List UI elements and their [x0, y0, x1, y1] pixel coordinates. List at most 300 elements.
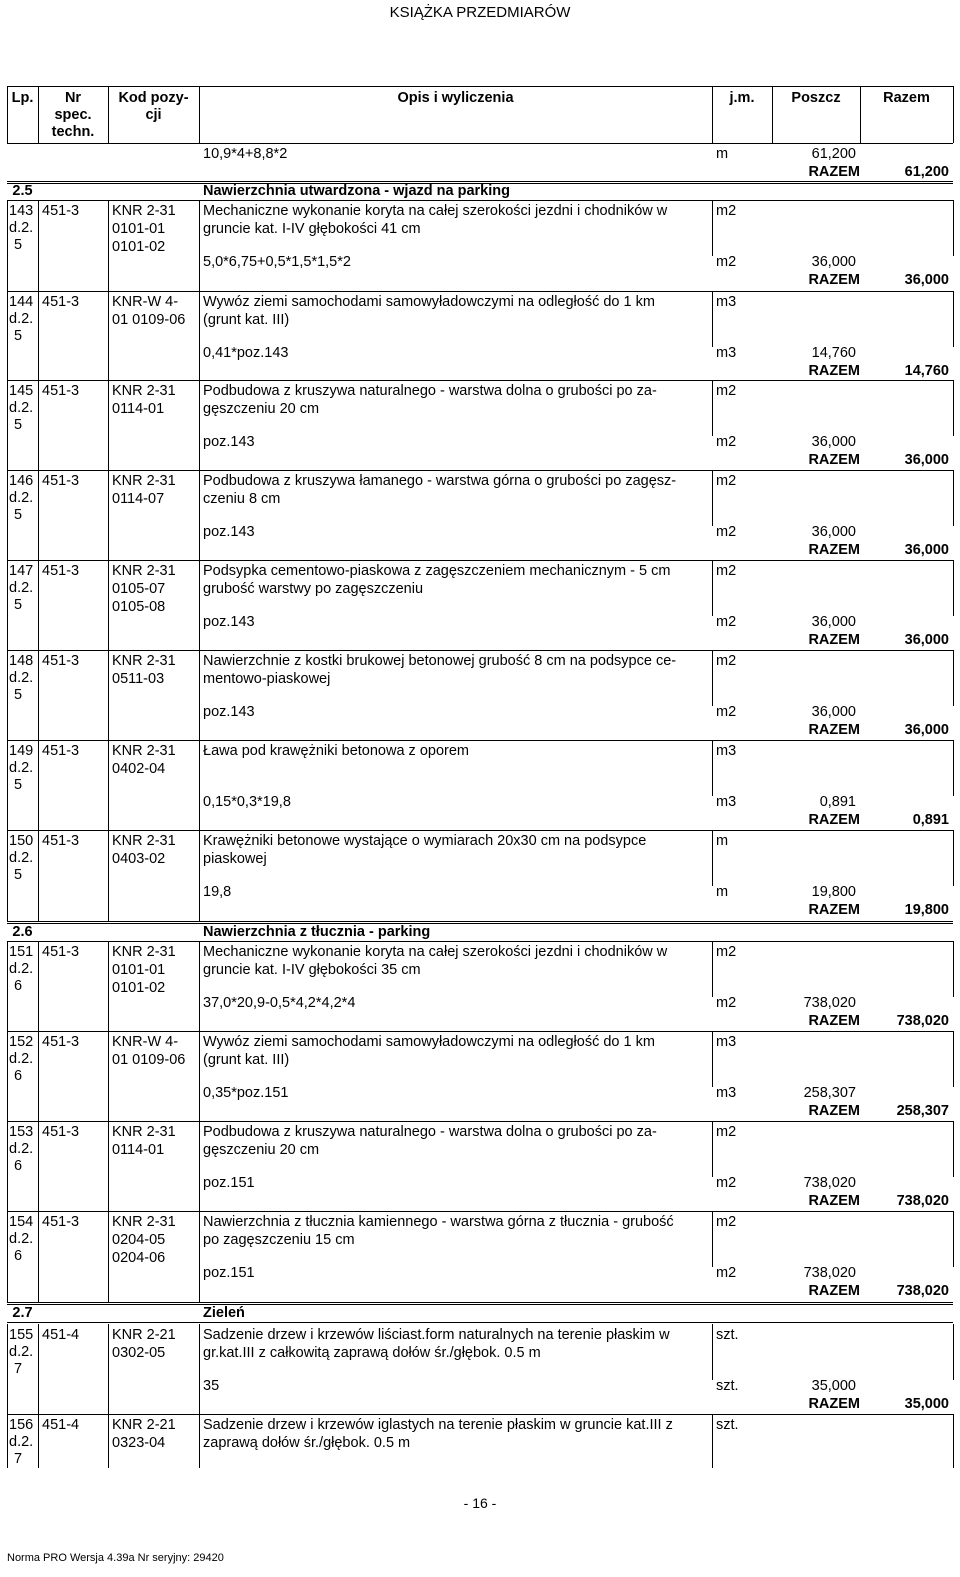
item-description-line: Mechaniczne wykonanie koryta na całej szerokości jezdni i chodników w	[203, 203, 668, 219]
item-description-line: (grunt kat. III)	[203, 312, 290, 328]
item-formula-unit: m3	[716, 345, 737, 361]
item-formula: 0,15*0,3*19,8	[203, 794, 291, 810]
column-divider	[7, 1031, 8, 1121]
item-kod-line: 0402-04	[112, 761, 166, 777]
item-poszcz: 738,020	[803, 1175, 856, 1191]
item-spec: 451-3	[42, 203, 80, 219]
item-razem: 35,000	[904, 1396, 949, 1412]
column-divider	[953, 650, 954, 706]
item-lp-ref: d.2.	[9, 220, 34, 236]
item-kod-line: 0105-08	[112, 599, 166, 615]
item-spec: 451-3	[42, 473, 80, 489]
item-spec: 451-3	[42, 1214, 80, 1230]
column-divider	[712, 830, 713, 886]
column-divider	[7, 941, 8, 1031]
item-bottom-border	[7, 650, 953, 651]
item-kod-line: KNR 2-31	[112, 1124, 176, 1140]
section-title: Nawierzchnia z tłucznia - parking	[203, 924, 431, 940]
column-divider	[712, 650, 713, 706]
column-divider	[108, 1211, 109, 1302]
column-divider	[38, 650, 39, 740]
item-description-line: Nawierzchnie z kostki brukowej betonowej grubość 8 cm na podsypce ce-	[203, 653, 677, 669]
top-calc-razem-label: RAZEM	[808, 164, 860, 180]
item-formula: 19,8	[203, 884, 232, 900]
column-divider	[108, 830, 109, 921]
item-razem: 36,000	[904, 722, 949, 738]
column-divider	[712, 1414, 713, 1468]
item-bottom-border	[7, 560, 953, 561]
item-unit: m3	[716, 294, 737, 310]
item-lp-ref-number: 7	[14, 1451, 23, 1467]
item-razem-label: RAZEM	[808, 902, 860, 918]
column-divider	[953, 200, 954, 256]
item-lp-ref-number: 5	[14, 507, 23, 523]
item-unit: m2	[716, 944, 737, 960]
section-title: Zieleń	[203, 1305, 245, 1321]
column-divider	[712, 941, 713, 997]
item-bottom-border	[7, 1121, 953, 1122]
column-divider	[712, 1211, 713, 1267]
column-divider	[38, 1031, 39, 1121]
column-divider	[712, 470, 713, 526]
item-bottom-border	[7, 740, 953, 741]
item-lp-ref: d.2.	[9, 311, 34, 327]
top-calc-poszcz: 61,200	[811, 146, 856, 162]
item-lp: 149	[9, 743, 34, 759]
item-razem-label: RAZEM	[808, 1013, 860, 1029]
column-divider	[712, 291, 713, 347]
item-formula-unit: m	[716, 884, 729, 900]
item-razem-label: RAZEM	[808, 1103, 860, 1119]
item-razem: 738,020	[896, 1013, 949, 1029]
column-divider	[38, 291, 39, 380]
item-formula: 35	[203, 1378, 220, 1394]
column-divider	[7, 650, 8, 740]
item-bottom-border	[7, 1211, 953, 1212]
item-description-line: Sadzenie drzew i krzewów iglastych na terenie płaskim w gruncie kat.III z	[203, 1417, 673, 1433]
item-lp: 154	[9, 1214, 34, 1230]
item-formula: 0,41*poz.143	[203, 345, 289, 361]
item-formula: poz.151	[203, 1175, 255, 1191]
column-divider	[108, 1121, 109, 1211]
item-description-line: grubość warstwy po zagęszczeniu	[203, 581, 424, 597]
item-spec: 451-4	[42, 1417, 80, 1433]
column-divider	[38, 1121, 39, 1211]
item-kod-line: 0101-01	[112, 962, 166, 978]
column-header-opis: Opis i wyliczenia	[397, 90, 514, 106]
column-divider	[108, 1031, 109, 1121]
item-lp-ref-number: 5	[14, 328, 23, 344]
item-lp-ref-number: 5	[14, 687, 23, 703]
item-kod-line: 0114-01	[112, 401, 165, 417]
column-divider	[953, 470, 954, 526]
item-lp-ref: d.2.	[9, 1344, 34, 1360]
item-razem: 36,000	[904, 452, 949, 468]
item-razem-label: RAZEM	[808, 363, 860, 379]
item-formula-unit: m2	[716, 1265, 737, 1281]
item-kod-line: 0323-04	[112, 1435, 166, 1451]
column-divider	[199, 1031, 200, 1121]
item-lp-ref: d.2.	[9, 1051, 34, 1067]
item-description-line: Nawierzchnia z tłucznia kamiennego - warstwa górna z tłucznia - grubość	[203, 1214, 674, 1230]
column-header-nr-spec: Nr spec. techn.	[51, 90, 95, 140]
item-description-line: zaprawą dołów śr./głębok. 0.5 m	[203, 1435, 411, 1451]
item-description-line: gęszczeniu 20 cm	[203, 401, 320, 417]
item-lp: 156	[9, 1417, 34, 1433]
item-poszcz: 36,000	[811, 254, 856, 270]
item-unit: m2	[716, 203, 737, 219]
column-divider	[7, 1121, 8, 1211]
column-divider	[953, 560, 954, 616]
item-description-line: Ława pod krawężniki betonowa z oporem	[203, 743, 469, 759]
item-lp-ref: d.2.	[9, 850, 34, 866]
item-razem: 36,000	[904, 272, 949, 288]
item-razem: 738,020	[896, 1193, 949, 1209]
item-razem-label: RAZEM	[808, 452, 860, 468]
item-kod-line: KNR 2-31	[112, 473, 176, 489]
item-kod-line: KNR 2-31	[112, 203, 176, 219]
item-description-line: Sadzenie drzew i krzewów liściast.form naturalnych na terenie płaskim w	[203, 1327, 670, 1343]
item-razem: 19,800	[904, 902, 949, 918]
item-unit: m2	[716, 1214, 737, 1230]
item-kod-line: KNR 2-31	[112, 383, 176, 399]
item-razem-label: RAZEM	[808, 272, 860, 288]
column-divider	[38, 1324, 39, 1414]
item-description-line: piaskowej	[203, 851, 267, 867]
item-kod-line: KNR 2-21	[112, 1417, 176, 1433]
column-divider	[953, 740, 954, 796]
item-lp-ref-number: 6	[14, 978, 23, 994]
section-number: 2.5	[12, 183, 33, 199]
item-unit: m2	[716, 1124, 737, 1140]
column-divider	[38, 1414, 39, 1468]
item-lp: 148	[9, 653, 34, 669]
item-kod-line: KNR-W 4-	[112, 294, 179, 310]
item-lp: 153	[9, 1124, 34, 1140]
item-poszcz: 36,000	[811, 614, 856, 630]
section-title: Nawierzchnia utwardzona - wjazd na parking	[203, 183, 510, 199]
item-unit: szt.	[716, 1417, 739, 1433]
item-razem-label: RAZEM	[808, 722, 860, 738]
column-divider	[38, 941, 39, 1031]
item-description-line: Wywóz ziemi samochodami samowyładowczymi na odległość do 1 km	[203, 294, 655, 310]
column-divider	[199, 470, 200, 560]
item-poszcz: 738,020	[803, 1265, 856, 1281]
item-formula: poz.143	[203, 614, 255, 630]
item-description-line: czeniu 8 cm	[203, 491, 281, 507]
item-kod-line: KNR 2-31	[112, 1214, 176, 1230]
item-unit: m2	[716, 473, 737, 489]
item-formula: poz.143	[203, 524, 255, 540]
item-formula-unit: m2	[716, 614, 737, 630]
item-poszcz: 36,000	[811, 434, 856, 450]
item-razem-label: RAZEM	[808, 1396, 860, 1412]
column-divider	[7, 1414, 8, 1468]
item-lp-ref-number: 5	[14, 597, 23, 613]
column-divider	[199, 830, 200, 921]
item-formula: poz.143	[203, 704, 255, 720]
item-kod-line: KNR-W 4-	[112, 1034, 179, 1050]
column-divider	[953, 291, 954, 347]
item-bottom-border	[7, 470, 953, 471]
item-razem-label: RAZEM	[808, 632, 860, 648]
item-kod-line: 01 0109-06	[112, 1052, 186, 1068]
column-divider	[199, 380, 200, 470]
column-divider	[7, 1211, 8, 1302]
item-lp-ref: d.2.	[9, 1231, 34, 1247]
item-spec: 451-3	[42, 1124, 80, 1140]
column-divider	[199, 1324, 200, 1414]
column-divider	[712, 560, 713, 616]
column-divider	[7, 380, 8, 470]
item-lp: 144	[9, 294, 34, 310]
item-kod-line: 0302-05	[112, 1345, 166, 1361]
column-divider	[108, 291, 109, 380]
item-description-line: Wywóz ziemi samochodami samowyładowczymi na odległość do 1 km	[203, 1034, 655, 1050]
item-formula: 5,0*6,75+0,5*1,5*1,5*2	[203, 254, 351, 270]
item-description-line: Podbudowa z kruszywa naturalnego - warstwa dolna o grubości po za-	[203, 1124, 657, 1140]
item-description-line: gr.kat.III z całkowitą zaprawą dołów śr./głębok. 0.5 m	[203, 1345, 541, 1361]
item-description-line: gruncie kat. I-IV głębokości 41 cm	[203, 221, 421, 237]
item-lp: 150	[9, 833, 34, 849]
item-lp-ref: d.2.	[9, 961, 34, 977]
item-kod-line: 0403-02	[112, 851, 166, 867]
table-top-border	[7, 86, 953, 87]
item-razem-label: RAZEM	[808, 1283, 860, 1299]
column-divider	[7, 1324, 8, 1414]
item-formula-unit: m3	[716, 1085, 737, 1101]
item-spec: 451-3	[42, 383, 80, 399]
item-kod-line: 0114-07	[112, 491, 165, 507]
column-divider	[38, 470, 39, 560]
column-divider	[7, 470, 8, 560]
item-description-line: gęszczeniu 20 cm	[203, 1142, 320, 1158]
item-lp: 145	[9, 383, 34, 399]
item-description-line: gruncie kat. I-IV głębokości 35 cm	[203, 962, 421, 978]
section-divider	[7, 921, 953, 924]
item-formula-unit: m2	[716, 434, 737, 450]
item-formula: 0,35*poz.151	[203, 1085, 289, 1101]
item-lp: 152	[9, 1034, 34, 1050]
column-divider	[108, 470, 109, 560]
item-lp-ref-number: 7	[14, 1361, 23, 1377]
item-poszcz: 35,000	[811, 1378, 856, 1394]
item-kod-line: KNR 2-31	[112, 653, 176, 669]
item-razem-label: RAZEM	[808, 1193, 860, 1209]
column-divider	[108, 650, 109, 740]
item-razem: 36,000	[904, 632, 949, 648]
section-bottom-border	[7, 941, 953, 942]
item-formula: poz.143	[203, 434, 255, 450]
item-lp: 155	[9, 1327, 34, 1343]
item-bottom-border	[7, 291, 953, 292]
item-kod-line: 0105-07	[112, 581, 166, 597]
item-unit: m2	[716, 653, 737, 669]
item-description-line: po zagęszczeniu 15 cm	[203, 1232, 355, 1248]
item-bottom-border	[7, 380, 953, 381]
item-formula-unit: m2	[716, 254, 737, 270]
item-razem-label: RAZEM	[808, 542, 860, 558]
item-razem: 258,307	[896, 1103, 949, 1119]
item-kod-line: 01 0109-06	[112, 312, 186, 328]
item-poszcz: 36,000	[811, 524, 856, 540]
column-header-razem: Razem	[883, 90, 930, 106]
item-lp-ref-number: 5	[14, 777, 23, 793]
item-spec: 451-3	[42, 653, 80, 669]
item-lp: 147	[9, 563, 34, 579]
section-bottom-border	[7, 1322, 953, 1323]
column-divider	[953, 1324, 954, 1380]
item-description-line: Podbudowa z kruszywa łamanego - warstwa górna o grubości po zagęsz-	[203, 473, 677, 489]
item-unit: m	[716, 833, 729, 849]
column-divider	[108, 200, 109, 291]
column-divider	[199, 1414, 200, 1468]
document-title: KSIĄŻKA PRZEDMIARÓW	[389, 4, 571, 21]
item-razem: 738,020	[896, 1283, 949, 1299]
item-bottom-border	[7, 830, 953, 831]
column-divider	[953, 1031, 954, 1087]
column-divider	[38, 560, 39, 650]
column-header-jm: j.m.	[729, 90, 755, 106]
column-divider	[712, 1121, 713, 1177]
section-number: 2.7	[12, 1305, 33, 1321]
item-kod-line: 0101-02	[112, 980, 166, 996]
column-divider	[199, 941, 200, 1031]
section-number: 2.6	[12, 924, 33, 940]
item-lp: 143	[9, 203, 34, 219]
column-divider	[108, 740, 109, 830]
item-lp-ref-number: 5	[14, 237, 23, 253]
column-divider	[953, 941, 954, 997]
item-lp-ref: d.2.	[9, 1141, 34, 1157]
item-lp-ref: d.2.	[9, 490, 34, 506]
item-poszcz: 738,020	[803, 995, 856, 1011]
item-poszcz: 14,760	[811, 345, 856, 361]
item-formula: 37,0*20,9-0,5*4,2*4,2*4	[203, 995, 356, 1011]
column-divider	[199, 650, 200, 740]
column-divider	[7, 291, 8, 380]
item-formula: poz.151	[203, 1265, 255, 1281]
item-unit: m2	[716, 383, 737, 399]
item-description-line: Podbudowa z kruszywa naturalnego - warstwa dolna o grubości po za-	[203, 383, 657, 399]
column-divider	[199, 560, 200, 650]
column-divider	[199, 740, 200, 830]
item-spec: 451-4	[42, 1327, 80, 1343]
item-spec: 451-3	[42, 743, 80, 759]
item-formula-unit: m2	[716, 524, 737, 540]
column-divider	[712, 200, 713, 256]
column-divider	[199, 1211, 200, 1302]
item-kod-line: 0204-05	[112, 1232, 166, 1248]
item-formula-unit: m2	[716, 1175, 737, 1191]
item-razem-label: RAZEM	[808, 812, 860, 828]
column-divider	[108, 560, 109, 650]
column-divider	[953, 1121, 954, 1177]
item-lp-ref-number: 5	[14, 867, 23, 883]
item-formula-unit: m2	[716, 704, 737, 720]
top-calc-unit: m	[716, 146, 729, 162]
column-divider	[953, 830, 954, 886]
column-header-kod: Kod pozy- cji	[118, 90, 189, 123]
item-poszcz: 19,800	[811, 884, 856, 900]
item-kod-line: KNR 2-31	[112, 563, 176, 579]
item-description-line: (grunt kat. III)	[203, 1052, 290, 1068]
page-number: - 16 -	[463, 1495, 497, 1511]
item-lp-ref: d.2.	[9, 670, 34, 686]
section-divider	[7, 1302, 953, 1305]
item-unit: szt.	[716, 1327, 739, 1343]
item-description-line: mentowo-piaskowej	[203, 671, 331, 687]
item-spec: 451-3	[42, 294, 80, 310]
item-lp-ref-number: 6	[14, 1068, 23, 1084]
item-formula-unit: m2	[716, 995, 737, 1011]
item-formula-unit: szt.	[716, 1378, 739, 1394]
item-description-line: Podsypka cementowo-piaskowa z zagęszczeniem mechanicznym - 5 cm	[203, 563, 671, 579]
column-divider	[712, 380, 713, 436]
item-bottom-border	[7, 1414, 953, 1415]
footer-text: Norma PRO Wersja 4.39a Nr seryjny: 29420	[7, 1552, 224, 1564]
item-spec: 451-3	[42, 833, 80, 849]
top-calc-razem: 61,200	[904, 164, 949, 180]
item-formula-unit: m3	[716, 794, 737, 810]
column-divider	[38, 1211, 39, 1302]
item-razem: 0,891	[912, 812, 949, 828]
column-divider	[38, 380, 39, 470]
item-lp-ref: d.2.	[9, 400, 34, 416]
column-divider	[108, 941, 109, 1031]
column-divider	[38, 830, 39, 921]
column-header-poszcz: Poszcz	[791, 90, 841, 106]
item-kod-line: 0101-01	[112, 221, 166, 237]
column-divider	[953, 380, 954, 436]
item-spec: 451-3	[42, 944, 80, 960]
item-lp-ref-number: 5	[14, 417, 23, 433]
column-divider	[199, 200, 200, 291]
item-lp-ref: d.2.	[9, 1434, 34, 1450]
column-divider	[38, 740, 39, 830]
item-razem: 14,760	[904, 363, 949, 379]
item-kod-line: KNR 2-21	[112, 1327, 176, 1343]
item-description-line: Mechaniczne wykonanie koryta na całej szerokości jezdni i chodników w	[203, 944, 668, 960]
column-divider	[712, 1324, 713, 1380]
column-divider	[7, 560, 8, 650]
column-divider	[7, 830, 8, 921]
header-bottom-border	[7, 143, 953, 144]
item-poszcz: 0,891	[819, 794, 856, 810]
item-unit: m3	[716, 1034, 737, 1050]
item-lp-ref-number: 6	[14, 1248, 23, 1264]
item-unit: m3	[716, 743, 737, 759]
item-lp-ref-number: 6	[14, 1158, 23, 1174]
item-kod-line: 0114-01	[112, 1142, 165, 1158]
column-divider	[712, 1031, 713, 1087]
column-divider	[712, 740, 713, 796]
item-bottom-border	[7, 1031, 953, 1032]
column-header-lp: Lp.	[11, 90, 34, 106]
item-spec: 451-3	[42, 1034, 80, 1050]
column-divider	[199, 1121, 200, 1211]
item-poszcz: 36,000	[811, 704, 856, 720]
item-unit: m2	[716, 563, 737, 579]
item-kod-line: 0511-03	[112, 671, 165, 687]
item-lp: 146	[9, 473, 34, 489]
item-lp-ref: d.2.	[9, 760, 34, 776]
item-kod-line: KNR 2-31	[112, 833, 176, 849]
item-description-line: Krawężniki betonowe wystające o wymiarach 20x30 cm na podsypce	[203, 833, 647, 849]
column-divider	[7, 200, 8, 291]
column-divider	[199, 291, 200, 380]
item-lp-ref: d.2.	[9, 580, 34, 596]
